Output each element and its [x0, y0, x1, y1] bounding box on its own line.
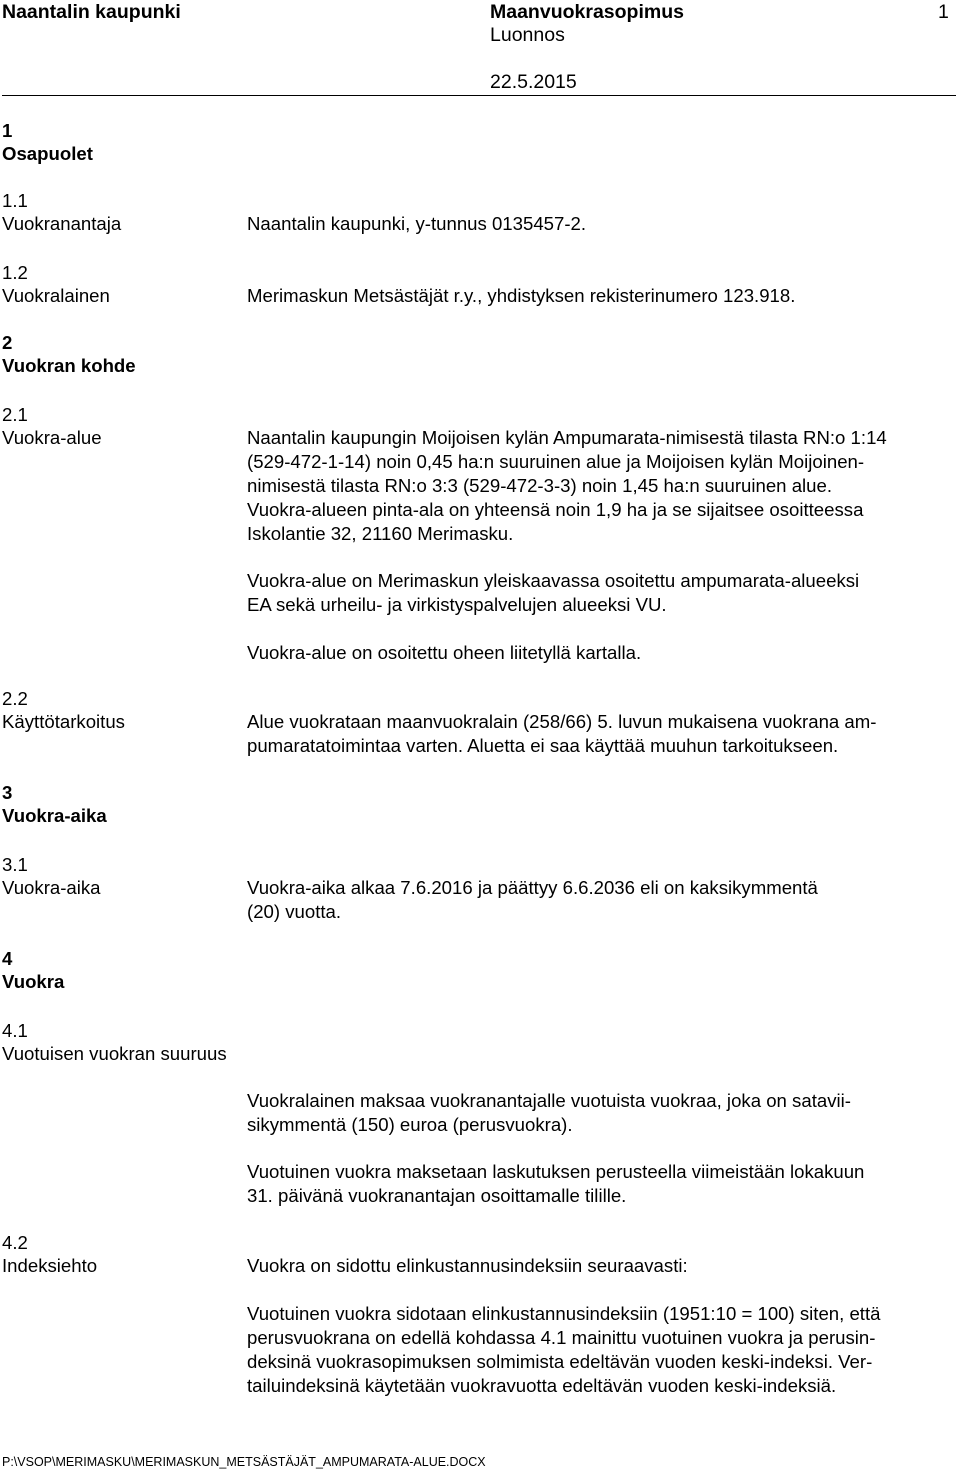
section-4-2-paragraph-2: [247, 1302, 947, 1398]
section-2-number: 2: [2, 332, 13, 353]
section-1-1-number: 1.1: [2, 190, 28, 211]
text-line: Vuokra-aika alkaa 7.6.2016 ja päättyy 6.6.2036 eli on kaksikymmentä: [247, 877, 818, 898]
section-1-2-text: Merimaskun Metsästäjät r.y., yhdistyksen rekisterinumero 123.918.: [247, 285, 796, 306]
text-line: Vuotuinen vuokra sidotaan elinkustannusindeksiin (1951:10 = 100) siten, että: [247, 1303, 881, 1324]
section-1-number: 1: [2, 120, 13, 141]
text-line: Alue vuokrataan maanvuokralain (258/66) 5. luvun mukaisena vuokrana am-: [247, 711, 877, 732]
section-4-title: Vuokra: [2, 971, 65, 992]
header-organization: Naantalin kaupunki: [2, 1, 181, 23]
header-doc-title: Maanvuokrasopimus: [490, 1, 684, 23]
header-page-number: 1: [938, 1, 949, 23]
section-1-1-label: Vuokranantaja: [2, 213, 122, 234]
section-3-number: 3: [2, 782, 13, 803]
section-2-title: Vuokran kohde: [2, 355, 136, 376]
section-4-number: 4: [2, 948, 13, 969]
header-date: 22.5.2015: [490, 71, 577, 93]
text-line: pumaratatoimintaa varten. Aluetta ei saa käyttää muuhun tarkoitukseen.: [247, 735, 839, 756]
section-3-1-number: 3.1: [2, 854, 28, 875]
section-1-title: Osapuolet: [2, 143, 93, 164]
text-line: perusvuokrana on edellä kohdassa 4.1 mainittu vuotuinen vuokra ja perusin-: [247, 1327, 876, 1348]
footer-file-path: P:\VSOP\MERIMASKU\MERIMASKUN_METSÄSTÄJÄT_AMPUMARATA-ALUE.DOCX: [2, 1455, 486, 1469]
text-line: Vuotuinen vuokra maksetaan laskutuksen perusteella viimeistään lokakuun: [247, 1161, 865, 1182]
section-2-1-paragraph-1: [247, 426, 947, 546]
section-2-1-paragraph-2: [247, 569, 947, 617]
text-line: (529-472-1-14) noin 0,45 ha:n suuruinen alue ja Moijoisen kylän Moijoinen-: [247, 451, 865, 472]
text-line: Naantalin kaupungin Moijoisen kylän Ampumarata-nimisestä tilasta RN:o 1:14: [247, 427, 887, 448]
text-line: Vuokra-alue on Merimaskun yleiskaavassa osoitettu ampumarata-alueeksi: [247, 570, 860, 591]
section-2-2-label: Käyttötarkoitus: [2, 711, 125, 732]
text-line: EA sekä urheilu- ja virkistyspalvelujen alueeksi VU.: [247, 594, 667, 615]
section-2-1-paragraph-3: Vuokra-alue on osoitettu oheen liitetyllä kartalla.: [247, 642, 642, 663]
section-1-2-label: Vuokralainen: [2, 285, 110, 306]
section-4-2-label: Indeksiehto: [2, 1255, 98, 1276]
header-rule: [2, 95, 956, 96]
text-line: deksinä vuokrasopimuksen solmimista edeltävän vuoden keski-indeksi. Ver-: [247, 1351, 873, 1372]
section-4-1-paragraph-2: [247, 1160, 947, 1208]
section-4-1-label: Vuotuisen vuokran suuruus: [2, 1043, 227, 1064]
section-2-2-text: [247, 710, 947, 758]
section-4-1-paragraph-1: [247, 1089, 947, 1137]
section-2-1-number: 2.1: [2, 404, 28, 425]
section-3-1-label: Vuokra-aika: [2, 877, 101, 898]
text-line: sikymmentä (150) euroa (perusvuokra).: [247, 1114, 573, 1135]
section-3-1-text: [247, 876, 947, 924]
section-4-2-paragraph-1: Vuokra on sidottu elinkustannusindeksiin seuraavasti:: [247, 1255, 688, 1276]
text-line: Vuokra-alueen pinta-ala on yhteensä noin 1,9 ha ja se sijaitsee osoitteessa: [247, 499, 864, 520]
text-line: nimisestä tilasta RN:o 3:3 (529-472-3-3) noin 1,45 ha:n suuruinen alue.: [247, 475, 833, 496]
section-2-2-number: 2.2: [2, 688, 28, 709]
header-status: Luonnos: [490, 24, 565, 46]
section-4-1-number: 4.1: [2, 1020, 28, 1041]
text-line: Iskolantie 32, 21160 Merimasku.: [247, 523, 514, 544]
text-line: (20) vuotta.: [247, 901, 342, 922]
text-line: 31. päivänä vuokranantajan osoittamalle tilille.: [247, 1185, 627, 1206]
section-2-1-label: Vuokra-alue: [2, 427, 102, 448]
section-4-2-number: 4.2: [2, 1232, 28, 1253]
section-3-title: Vuokra-aika: [2, 805, 107, 826]
section-1-2-number: 1.2: [2, 262, 28, 283]
section-1-1-text: Naantalin kaupunki, y-tunnus 0135457-2.: [247, 213, 587, 234]
text-line: tailuindeksinä käytetään vuokravuotta edeltävän vuoden keski-indeksiä.: [247, 1375, 837, 1396]
text-line: Vuokralainen maksaa vuokranantajalle vuotuista vuokraa, joka on satavii-: [247, 1090, 851, 1111]
